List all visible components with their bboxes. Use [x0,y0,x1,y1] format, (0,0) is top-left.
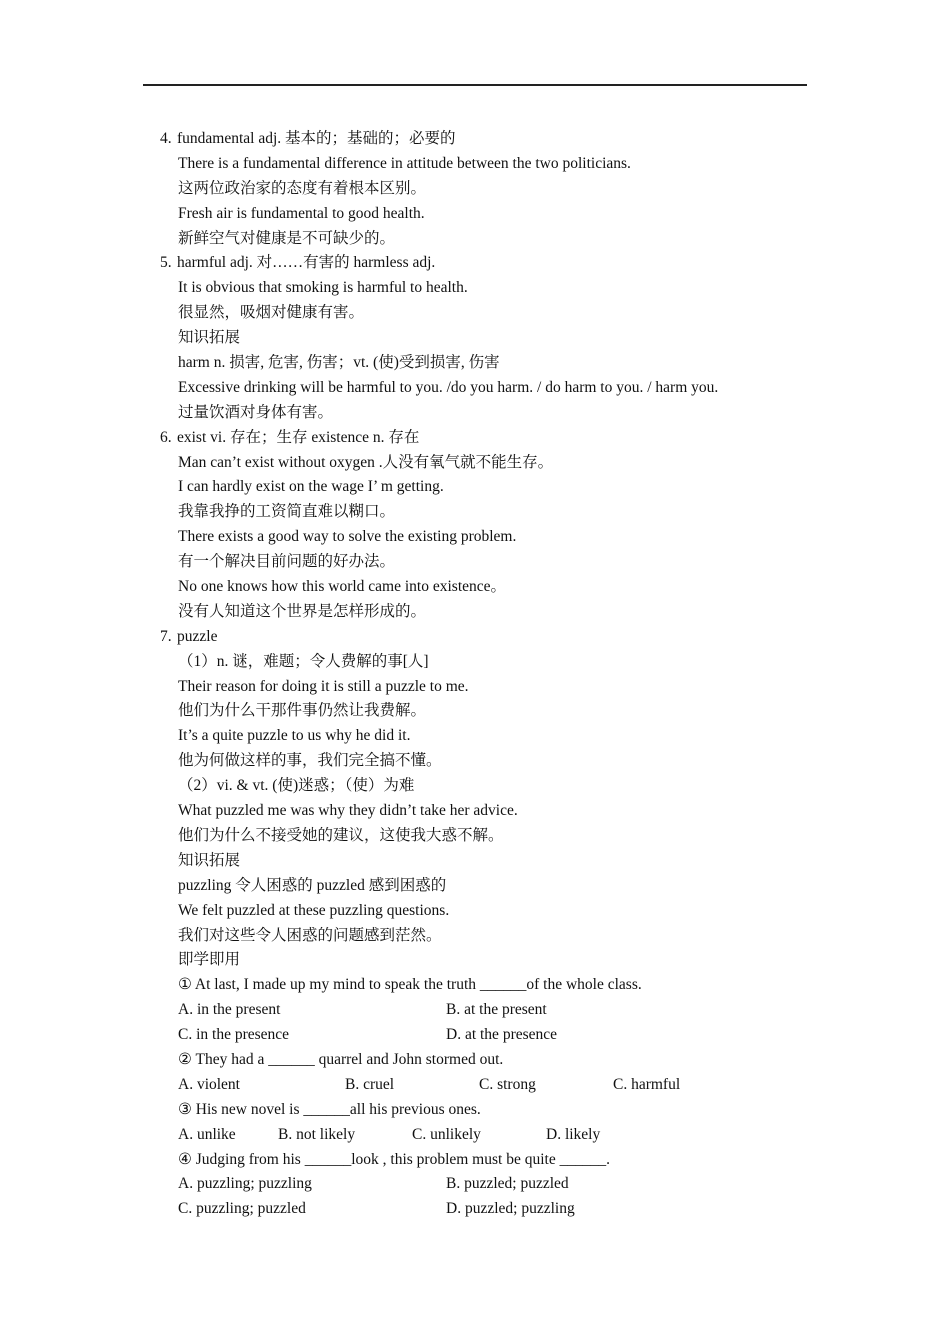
option: A. unlike [178,1125,236,1143]
entry-line: 新鲜空气对健康是不可缺少的。 [178,229,396,247]
exercise-options [160,1197,800,1222]
option: D. likely [546,1125,601,1143]
exercise-stem: ② They had a ______ quarrel and John stormed out. [178,1050,504,1068]
option: A. in the present [178,1001,281,1019]
entry-line: 很显然，吸烟对健康有害。 [178,304,365,322]
entry-head: exist vi. 存在；生存 existence n. 存在 [177,428,420,446]
option: B. puzzled; puzzled [446,1175,569,1193]
header-rule [143,84,807,86]
entry-number: 4. [160,130,172,147]
exercise-stem: ① At last, I made up my mind to speak the truth ______of the whole class. [178,976,642,994]
section-label: 知识拓展 [178,329,241,347]
exercise-stem: ③ His new novel is ______all his previous ones. [178,1100,481,1118]
entry-line: I can hardly exist on the wage I’ m getting. [178,478,444,496]
entry-line: We felt puzzled at these puzzling questions. [178,901,450,919]
entry-line: Their reason for doing it is still a puzzle to me. [178,677,469,695]
option: C. strong [479,1075,536,1093]
option: B. cruel [345,1075,395,1093]
entry-line: 有一个解决目前问题的好办法。 [178,553,396,571]
option: B. at the present [446,1001,547,1019]
exercise-options [160,1023,800,1048]
section-label: 即学即用 [178,951,241,969]
entry-line: There is a fundamental difference in attitude between the two politicians. [178,154,631,172]
entry-line: Fresh air is fundamental to good health. [178,204,425,222]
option: C. in the presence [178,1026,290,1044]
exercise-stem: ④ Judging from his ______look , this problem must be quite ______. [178,1150,610,1168]
option: A. violent [178,1075,240,1093]
option: B. not likely [278,1125,356,1143]
option: A. puzzling; puzzling [178,1175,312,1193]
entry-line: 我靠我挣的工资简直难以糊口。 [178,503,396,521]
entry-line: 他为何做这样的事，我们完全搞不懂。 [178,752,442,770]
entry-heading [160,251,800,276]
entry-line: It is obvious that smoking is harmful to health. [178,279,468,297]
option: C. harmful [613,1075,681,1093]
entry-line: It’s a quite puzzle to us why he did it. [178,727,411,745]
entry-line: No one knows how this world came into existence。 [178,578,507,596]
entry-line: What puzzled me was why they didn’t take her advice. [178,802,518,820]
entry-head: puzzle [177,627,218,645]
sense-label: （2）vi. & vt. (使)迷惑；（使）为难 [178,777,415,795]
option: D. puzzled; puzzling [446,1200,575,1218]
entry-line: Man can’t exist without oxygen .人没有氧气就不能生存。 [178,453,554,471]
entry-number: 5. [160,254,172,272]
entry-line: puzzling 令人困惑的 puzzled 感到困惑的 [178,876,447,894]
exercise-options [160,1172,800,1197]
entry-line: Excessive drinking will be harmful to you. /do you harm. / do harm to you. / harm you. [178,378,719,396]
entry-heading [160,625,800,650]
entry-number: 6. [160,428,172,446]
document-body [160,127,800,1222]
entry-line: 没有人知道这个世界是怎样形成的。 [178,602,427,620]
entry-head: harmful adj. 对……有害的 harmless adj. [177,254,436,272]
option: C. puzzling; puzzled [178,1200,306,1218]
entry-line: 过量饮酒对身体有害。 [178,403,334,421]
entry-line: There exists a good way to solve the existing problem. [178,528,517,546]
entry-line: 我们对这些令人困惑的问题感到茫然。 [178,926,442,944]
exercise-options [160,1073,800,1098]
entry-head: fundamental adj. 基本的；基础的；必要的 [177,130,456,147]
sense-label: （1）n. 谜，难题；令人费解的事[人] [178,652,429,670]
option: C. unlikely [412,1125,481,1143]
exercise-options [160,998,800,1023]
entry-line: 他们为什么不接受她的建议，这使我大惑不解。 [178,826,504,844]
entry-heading [160,127,800,152]
section-label: 知识拓展 [178,851,241,869]
entry-line: 他们为什么干那件事仍然让我费解。 [178,702,427,720]
entry-heading [160,426,800,451]
option: D. at the presence [446,1026,558,1044]
entry-number: 7. [160,627,172,645]
entry-line: 这两位政治家的态度有着根本区别。 [178,179,427,197]
exercise-options [160,1123,800,1148]
entry-line: harm n. 损害, 危害, 伤害；vt. (使)受到损害, 伤害 [178,354,500,372]
